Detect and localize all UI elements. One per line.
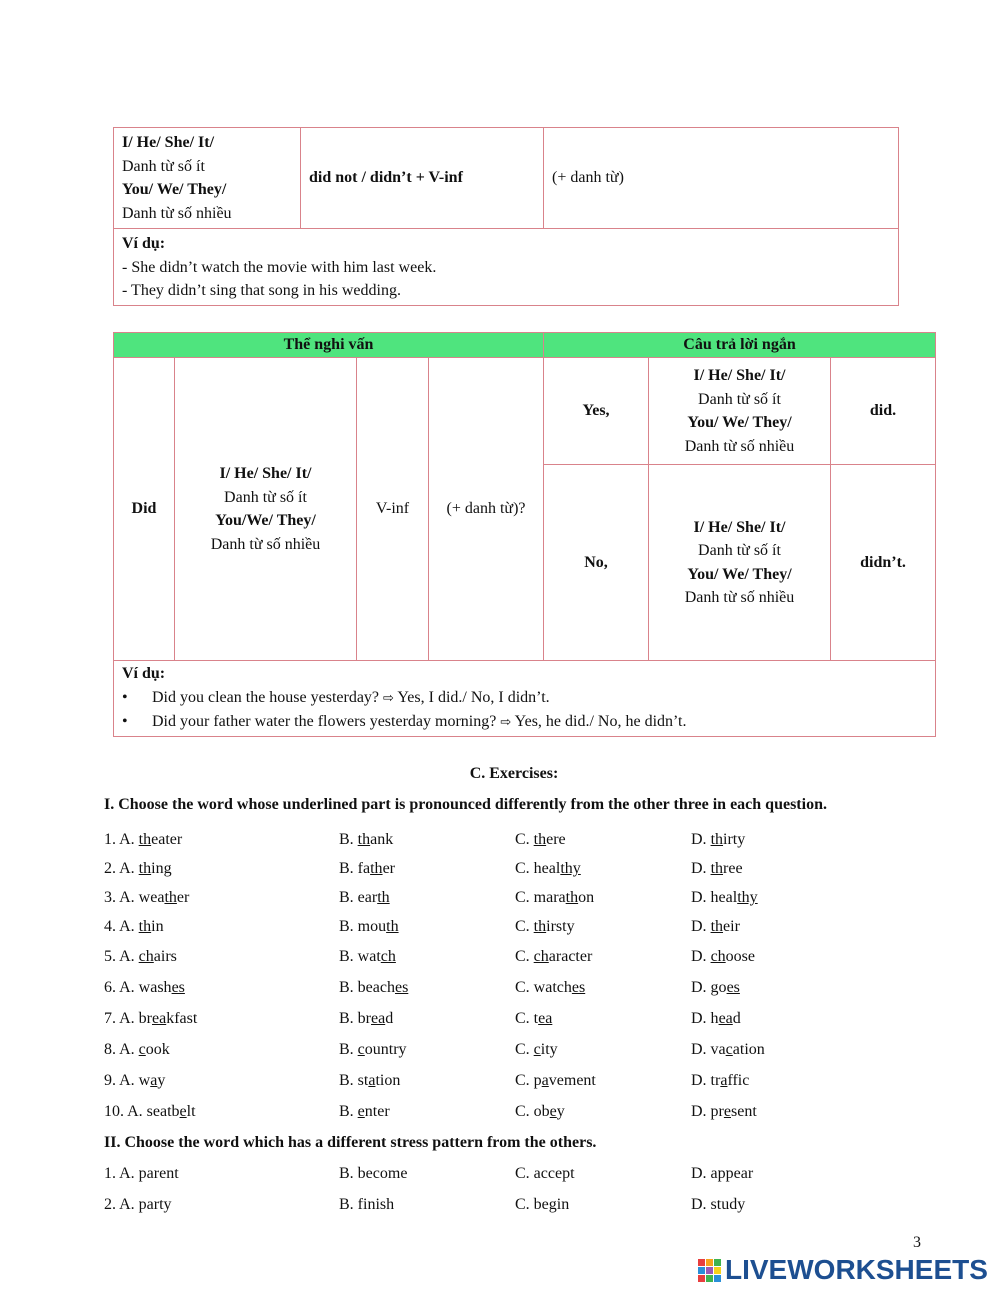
answer-option[interactable] (691, 948, 755, 966)
question-row (104, 1041, 924, 1065)
option-text: d (732, 1010, 741, 1027)
no-subject-plural-note: Danh từ số nhiều (684, 589, 795, 606)
option-text: tion (375, 1072, 401, 1089)
answer-option[interactable] (515, 889, 594, 907)
option-text: ank (370, 831, 394, 848)
option-text: ere (546, 831, 566, 848)
logo-square (698, 1267, 705, 1274)
answer-option[interactable] (515, 918, 575, 936)
option-text: D. (691, 860, 711, 877)
option-text: B. br (339, 1010, 371, 1027)
option-text: er (382, 860, 395, 877)
yes-subject-cell (649, 358, 831, 465)
underlined-part: th (710, 831, 724, 848)
answer-option[interactable]: B. finish (339, 1196, 395, 1213)
question-row (104, 889, 924, 913)
question-row (104, 948, 924, 972)
answer-option[interactable]: D. appear (691, 1165, 754, 1182)
question-row (104, 1010, 924, 1034)
option-text: eir (723, 918, 740, 935)
underlined-part: e (723, 1103, 731, 1120)
answer-option[interactable] (515, 831, 566, 849)
answer-option[interactable]: B. become (339, 1165, 408, 1182)
option-text: D. go (691, 979, 727, 996)
underlined-part: e (179, 1103, 187, 1120)
underlined-part: th (370, 860, 383, 877)
question-row (104, 1072, 924, 1096)
aux-cell: Did (114, 358, 175, 661)
underlined-part: c (357, 1041, 365, 1058)
answer-option[interactable] (104, 948, 177, 966)
option-text: C. heal (515, 860, 561, 877)
example-answer: Yes, he did./ No, he didn’t. (514, 713, 687, 730)
example-cell (114, 229, 899, 306)
subject-singular: I/ He/ She/ It/ (219, 465, 312, 482)
option-text: D. pr (691, 1103, 724, 1120)
answer-option[interactable] (515, 1010, 552, 1028)
yes-cell: Yes, (544, 358, 649, 465)
option-text: 5. A. (104, 948, 139, 965)
option-text: 1. A. (104, 831, 139, 848)
option-text: 3. A. wea (104, 889, 165, 906)
underlined-part: th (138, 918, 152, 935)
option-text: 9. A. w (104, 1072, 151, 1089)
example-label: Ví dụ: (122, 665, 166, 682)
bullet-icon: • (122, 713, 128, 730)
logo-square (714, 1267, 721, 1274)
option-text: D. va (691, 1041, 726, 1058)
underlined-part: th (357, 831, 371, 848)
option-text: y (157, 1072, 166, 1089)
answer-option[interactable] (104, 979, 185, 997)
option-text: C. (515, 918, 534, 935)
underlined-part: e (357, 1103, 365, 1120)
underlined-part: th (565, 889, 579, 906)
verb-cell: V-inf (357, 358, 429, 661)
option-text: C. mara (515, 889, 566, 906)
page-number: 3 (913, 1234, 921, 1251)
option-text: irsty (546, 918, 575, 935)
answer-option[interactable] (339, 860, 395, 878)
arrow-icon: ⇨ (383, 690, 394, 706)
example-line: - She didn’t watch the movie with him last week. (122, 258, 437, 276)
answer-option[interactable]: C. accept (515, 1165, 575, 1182)
logo-square (706, 1259, 713, 1266)
underlined-part: th (377, 889, 390, 906)
answer-option[interactable] (339, 1103, 390, 1121)
structure-cell: did not / didn’t + V-inf (301, 128, 544, 229)
answer-option[interactable] (515, 1103, 565, 1121)
logo-square (698, 1259, 705, 1266)
answer-option[interactable] (691, 831, 745, 849)
option-text: B. beach (339, 979, 395, 996)
underlined-part: c (533, 1041, 541, 1058)
answer-option[interactable] (515, 1041, 558, 1059)
option-text: 4. A. (104, 918, 139, 935)
bullet-icon: • (122, 688, 128, 706)
logo-square (714, 1275, 721, 1282)
option-text: er (176, 889, 190, 906)
option-text: C. watch (515, 979, 572, 996)
option-text: d (385, 1010, 394, 1027)
question-row (104, 1103, 924, 1127)
answer-option[interactable] (339, 1010, 393, 1028)
subject-singular-note: Danh từ số ít (224, 488, 307, 506)
liveworksheets-logo (698, 1255, 988, 1285)
yes-subject-singular: I/ He/ She/ It/ (693, 367, 786, 384)
option-text: ountry (364, 1041, 407, 1058)
answer-option[interactable] (691, 889, 758, 907)
underlined-part: thy (737, 889, 758, 906)
underlined-part: es (171, 979, 185, 996)
answer-option[interactable] (339, 918, 399, 936)
option-text: D. tr (691, 1072, 721, 1089)
option-text: D. h (691, 1010, 719, 1027)
option-text: D. heal (691, 889, 738, 906)
option-text: B. mou (339, 918, 387, 935)
option-text: B. ear (339, 889, 378, 906)
subject-plural-note: Danh từ số nhiều (122, 204, 232, 222)
answer-option[interactable] (515, 1072, 596, 1090)
no-subject-singular: I/ He/ She/ It/ (693, 518, 786, 536)
answer-option[interactable] (104, 918, 164, 936)
subject-singular: I/ He/ She/ It/ (122, 134, 215, 151)
subject-cell (114, 128, 301, 229)
underlined-part: a (720, 1072, 728, 1089)
example-question: Did your father water the flowers yesterday morning? (152, 713, 497, 730)
option-text: B. (339, 831, 358, 848)
answer-option[interactable] (104, 1072, 165, 1090)
answer-option[interactable] (515, 979, 585, 997)
answer-option[interactable] (104, 831, 182, 849)
underlined-part: th (710, 860, 724, 877)
section2-heading: II. Choose the word which has a different stress pattern from the others. (104, 1134, 597, 1151)
option-text: C. t (515, 1010, 539, 1027)
underlined-part: es (571, 979, 586, 996)
underlined-part: th (710, 918, 724, 935)
option-text: ree (723, 860, 743, 877)
answer-option[interactable] (339, 889, 390, 907)
answer-option[interactable] (691, 1010, 741, 1028)
option-text: B. (339, 1041, 358, 1058)
answer-option[interactable] (104, 889, 189, 907)
option-text: C. (515, 1041, 534, 1058)
answer-option[interactable] (691, 979, 740, 997)
answer-option[interactable]: 2. A. party (104, 1196, 172, 1213)
exercises-title: C. Exercises: (469, 765, 559, 782)
answer-option[interactable] (515, 948, 592, 966)
logo-square (698, 1275, 705, 1282)
option-text: 2. A. (104, 860, 139, 877)
question-row (104, 979, 924, 1003)
answer-option[interactable] (339, 948, 396, 966)
option-text: nter (364, 1103, 390, 1120)
option-text: on (578, 889, 595, 906)
example-label: Ví dụ: (122, 235, 166, 252)
option-text: ook (145, 1041, 170, 1058)
answer-option[interactable] (339, 831, 393, 849)
option-text: D. (691, 831, 711, 848)
underlined-part: ea (371, 1010, 386, 1027)
section1-heading: I. Choose the word whose underlined part is pronounced differently from the other three in each question. (104, 796, 827, 813)
option-text: ation (732, 1041, 765, 1058)
underlined-part: e (549, 1103, 557, 1120)
option-text: ity (540, 1041, 558, 1058)
no-subject-cell (649, 465, 831, 661)
example-line (122, 686, 927, 711)
answer-option[interactable] (691, 1103, 757, 1121)
option-text: 7. A. br (104, 1010, 152, 1027)
answer-option[interactable] (691, 1041, 765, 1059)
option-text: D. (691, 948, 711, 965)
answer-option[interactable]: C. begin (515, 1196, 570, 1213)
object-cell: (+ danh từ) (544, 128, 899, 229)
answer-option[interactable] (691, 918, 740, 936)
subject-plural: You/We/ They/ (215, 512, 316, 529)
underlined-part: th (533, 918, 547, 935)
yes-subject-plural-note: Danh từ số nhiều (684, 437, 795, 455)
option-text: lt (186, 1103, 196, 1120)
option-text: kfast (166, 1010, 198, 1027)
question-row (104, 860, 924, 884)
underlined-part: ch (138, 948, 154, 965)
option-text: in (151, 918, 164, 935)
option-text: C. (515, 831, 534, 848)
option-text: aracter (548, 948, 593, 965)
option-text: B. st (339, 1072, 369, 1089)
option-text: eater (151, 831, 183, 848)
subject-plural: You/ We/ They/ (122, 181, 227, 198)
option-text: C. p (515, 1072, 542, 1089)
answer-option[interactable] (691, 1072, 749, 1090)
underlined-part: th (164, 889, 177, 906)
option-text: C. ob (515, 1103, 550, 1120)
underlined-part: ch (710, 948, 726, 965)
option-text: airs (153, 948, 177, 965)
yes-end-cell: did. (831, 358, 936, 465)
negative-form-table (113, 127, 899, 306)
underlined-part: th (533, 831, 547, 848)
example-answer: Yes, I did./ No, I didn’t. (397, 688, 550, 706)
example-question: Did you clean the house yesterday? (152, 688, 380, 706)
no-subject-plural: You/ We/ They/ (687, 565, 792, 583)
option-text: B. (339, 1103, 358, 1120)
question-row (104, 1165, 924, 1189)
option-text: ing (151, 860, 172, 877)
yes-subject-singular-note: Danh từ số ít (698, 390, 781, 408)
arrow-icon: ⇨ (500, 715, 512, 730)
underlined-part: ea (152, 1010, 167, 1027)
object-cell: (+ danh từ)? (429, 358, 544, 661)
option-text: B. wat (339, 948, 381, 965)
subject-cell (175, 358, 357, 661)
underlined-part: ea (538, 1010, 553, 1027)
answer-option[interactable] (104, 1010, 197, 1028)
underlined-part: a (368, 1072, 376, 1089)
logo-square (706, 1267, 713, 1274)
question-row (104, 1196, 924, 1220)
underlined-part: th (138, 860, 152, 877)
answer-option[interactable] (104, 1041, 170, 1059)
option-text: irty (723, 831, 746, 848)
option-text: 10. A. seatb (104, 1103, 180, 1120)
no-cell: No, (544, 465, 649, 661)
underlined-part: ea (718, 1010, 733, 1027)
option-text: 8. A. (104, 1041, 139, 1058)
logo-text: LIVEWORKSHEETS (725, 1254, 988, 1285)
underlined-part: es (726, 979, 740, 996)
answer-option[interactable] (339, 1072, 400, 1090)
option-text: D. (691, 918, 711, 935)
question-row (104, 918, 924, 942)
subject-plural-note: Danh từ số nhiều (210, 535, 321, 553)
question-row (104, 831, 924, 855)
underlined-part: th (386, 918, 399, 935)
answer-option[interactable]: D. study (691, 1196, 746, 1213)
option-text: 6. A. wash (104, 979, 172, 996)
header-short-answer: Câu trả lời ngắn (544, 333, 936, 358)
underlined-part: thy (560, 860, 581, 877)
option-text: ffic (727, 1072, 750, 1089)
answer-option[interactable] (104, 860, 172, 878)
example-line: - They didn’t sing that song in his wedding. (122, 282, 401, 299)
underlined-part: c (138, 1041, 146, 1058)
option-text: C. (515, 948, 534, 965)
underlined-part: c (725, 1041, 733, 1058)
option-text: oose (725, 948, 755, 965)
underlined-part: th (138, 831, 152, 848)
underlined-part: ch (533, 948, 549, 965)
no-subject-singular-note: Danh từ số ít (698, 542, 781, 559)
no-end-cell: didn’t. (831, 465, 936, 661)
underlined-part: es (394, 979, 409, 996)
option-text: vement (548, 1072, 596, 1089)
answer-option[interactable] (515, 860, 581, 878)
underlined-part: ch (380, 948, 396, 965)
answer-option[interactable] (339, 979, 408, 997)
logo-square (714, 1259, 721, 1266)
underlined-part: a (541, 1072, 549, 1089)
underlined-part: a (150, 1072, 158, 1089)
option-text: y (556, 1103, 565, 1120)
logo-square (706, 1275, 713, 1282)
logo-icon (698, 1259, 721, 1282)
answer-option[interactable] (339, 1041, 407, 1059)
yes-subject-plural: You/ We/ They/ (687, 414, 792, 431)
example-cell (114, 661, 936, 737)
option-text: sent (731, 1103, 757, 1120)
question-form-table (113, 332, 936, 737)
answer-option[interactable]: 1. A. parent (104, 1165, 179, 1182)
example-line (122, 710, 927, 735)
header-question-form: Thể nghi vấn (114, 333, 544, 358)
answer-option[interactable] (691, 860, 743, 878)
subject-singular-note: Danh từ số ít (122, 157, 205, 175)
option-text: B. fa (339, 860, 371, 877)
answer-option[interactable] (104, 1103, 196, 1121)
